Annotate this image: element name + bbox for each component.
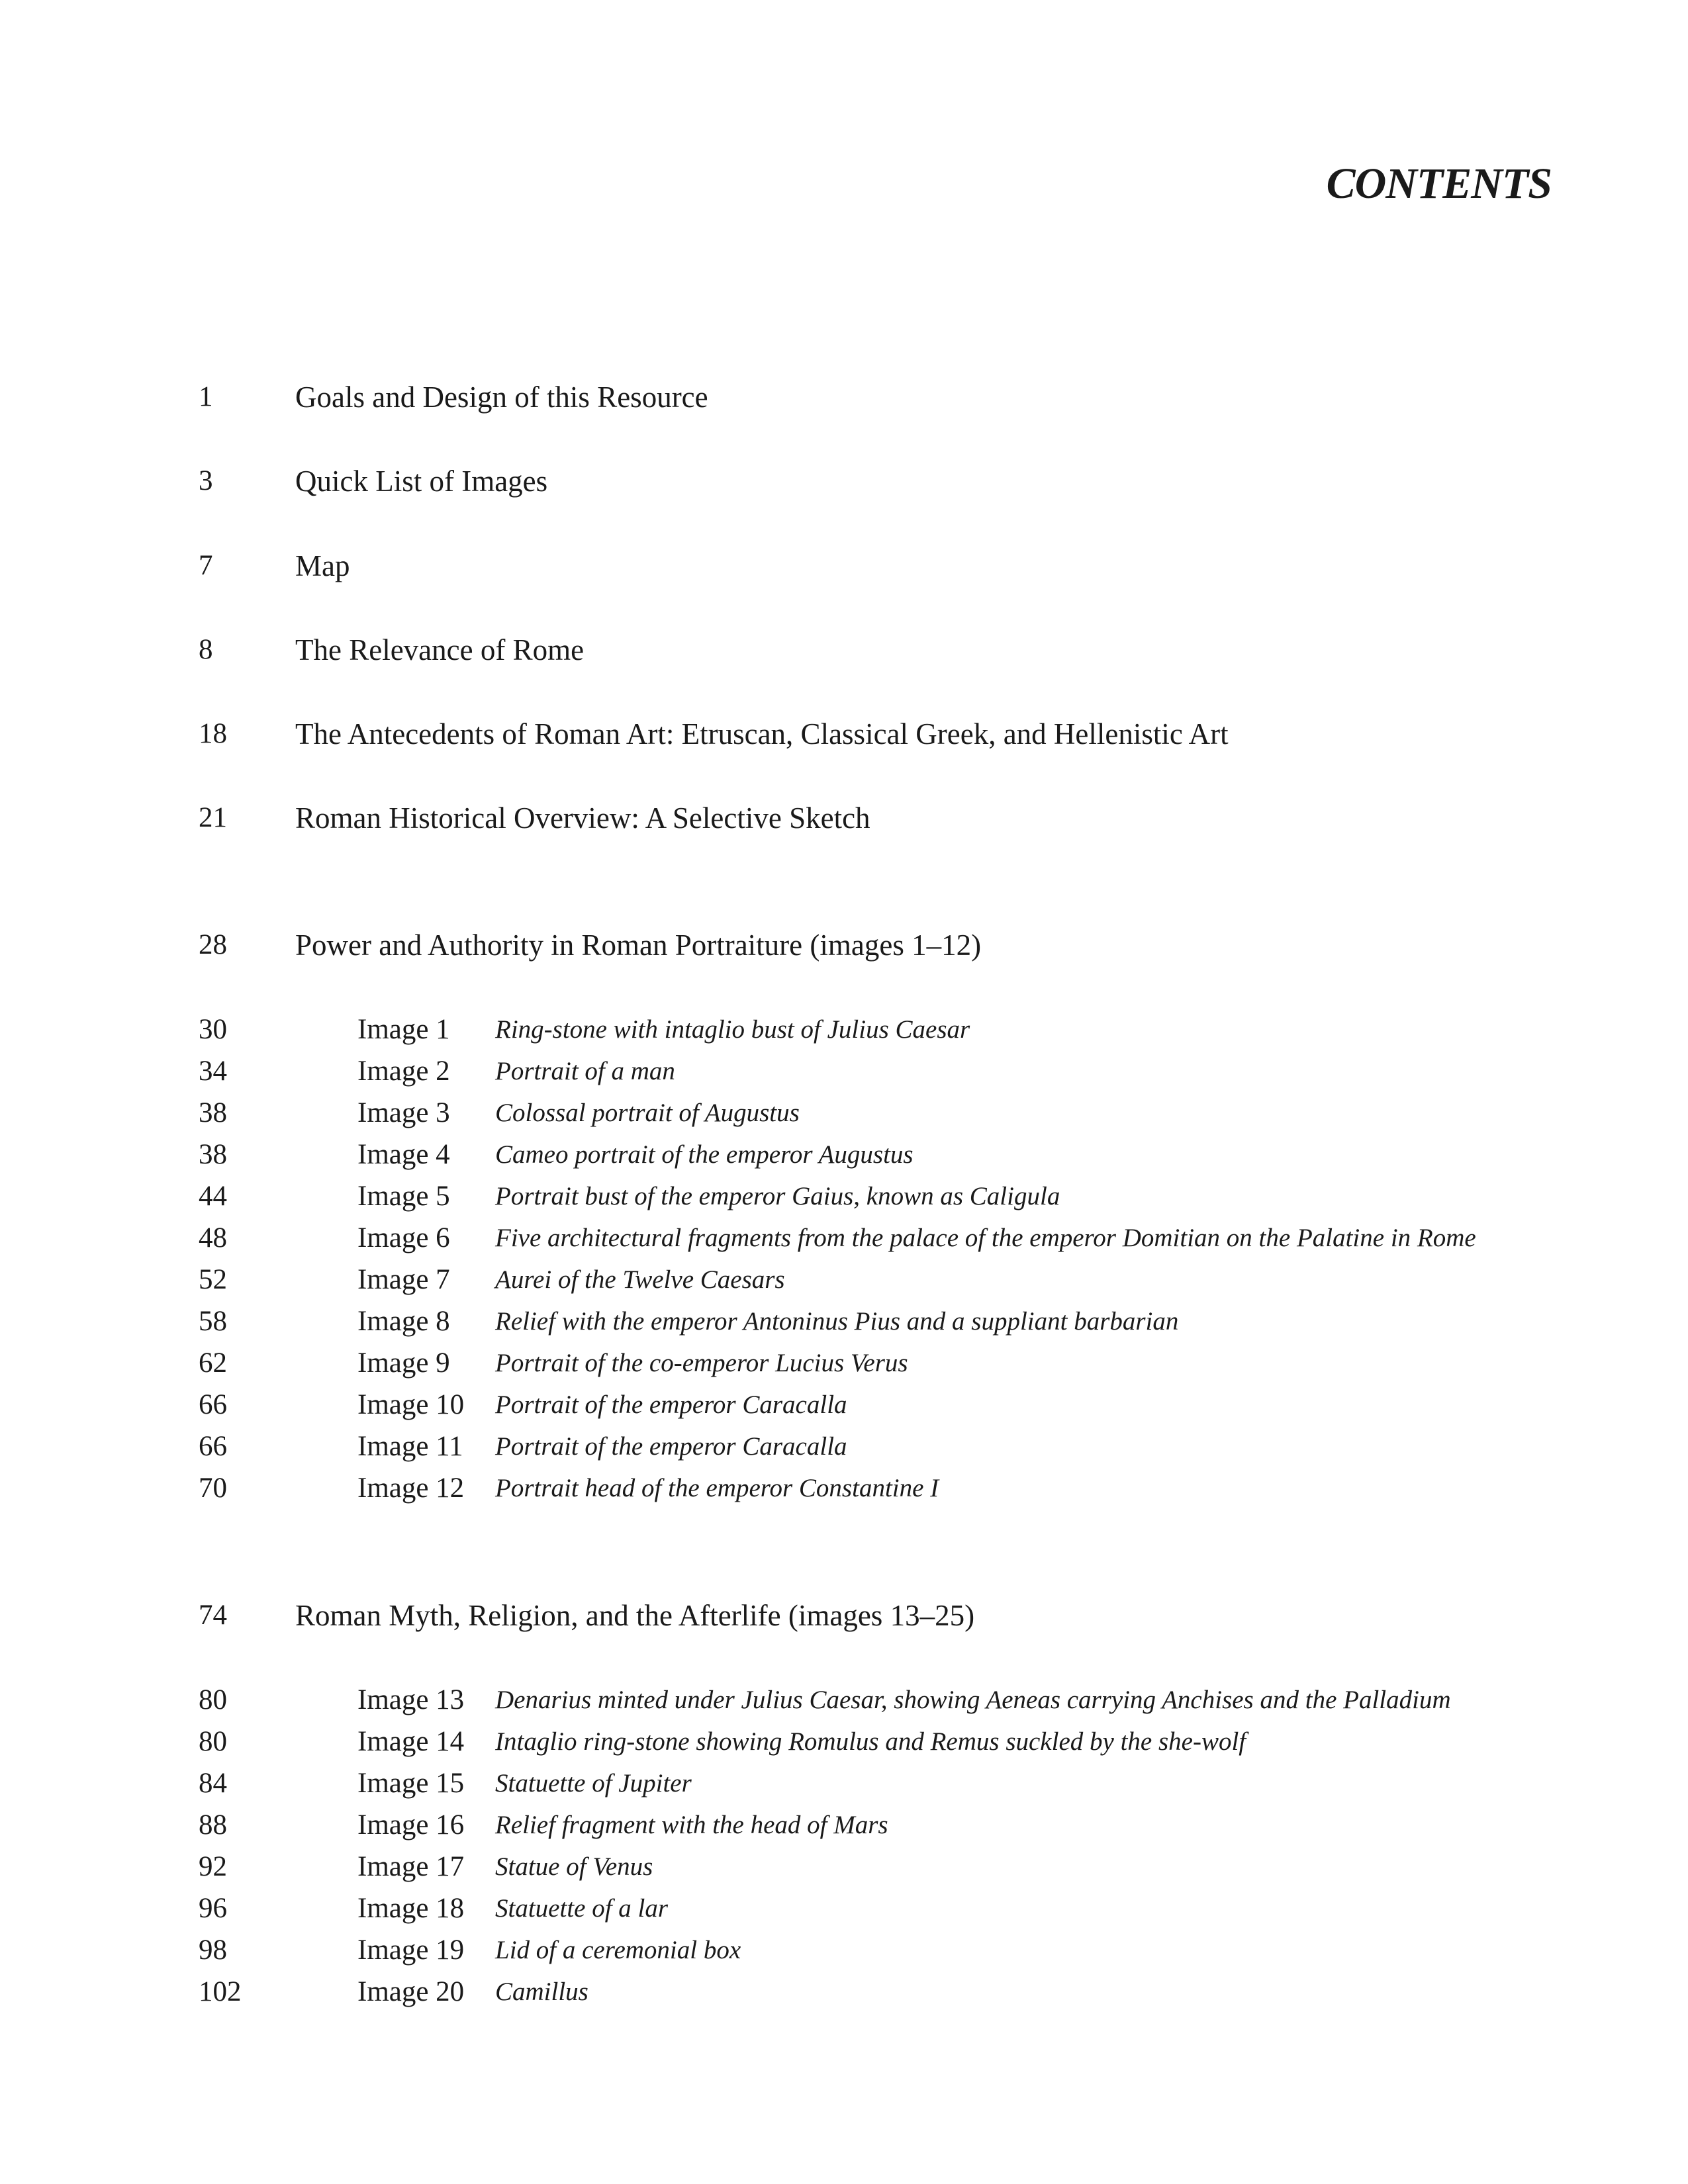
image-entry[interactable] [0, 1137, 1688, 1179]
image-caption: Portrait of a man [495, 1057, 675, 1085]
image-caption: Portrait of the co-emperor Lucius Verus [495, 1349, 908, 1377]
image-label: Image 13 [357, 1684, 465, 1715]
page-number: 62 [199, 1347, 227, 1379]
toc-entry[interactable] [0, 715, 1688, 762]
page-number: 28 [199, 929, 227, 960]
section-title: Quick List of Images [295, 465, 548, 498]
image-entry[interactable] [0, 1849, 1688, 1891]
image-caption: Lid of a ceremonial box [495, 1936, 741, 1964]
image-caption: Statue of Venus [495, 1852, 653, 1881]
image-caption: Relief fragment with the head of Mars [495, 1811, 888, 1839]
image-caption: Statuette of Jupiter [495, 1769, 692, 1797]
image-caption: Aurei of the Twelve Caesars [495, 1265, 785, 1294]
image-label: Image 12 [357, 1473, 465, 1504]
page-title: CONTENTS [1326, 159, 1552, 208]
image-entry[interactable] [0, 1471, 1688, 1512]
image-caption: Relief with the emperor Antoninus Pius and a suppliant barbarian [495, 1307, 1179, 1336]
image-entry[interactable] [0, 1891, 1688, 1933]
image-entry[interactable] [0, 1012, 1688, 1054]
section-title: The Antecedents of Roman Art: Etruscan, Classical Greek, and Hellenistic Art [295, 717, 1229, 751]
toc-entry-section-portraiture[interactable] [0, 927, 1688, 973]
page-number: 80 [199, 1684, 227, 1715]
page-number: 1 [199, 381, 213, 412]
page-number: 52 [199, 1264, 227, 1295]
toc-entry[interactable] [0, 379, 1688, 425]
image-label: Image 19 [357, 1934, 465, 1966]
image-caption: Camillus [495, 1978, 588, 2006]
image-caption: Colossal portrait of Augustus [495, 1099, 800, 1127]
page-number: 8 [199, 634, 213, 665]
image-entry[interactable] [0, 1179, 1688, 1220]
page-number: 92 [199, 1851, 227, 1882]
image-entry[interactable] [0, 1766, 1688, 1807]
page-number: 18 [199, 718, 227, 749]
page-number: 88 [199, 1809, 227, 1841]
page-number: 66 [199, 1431, 227, 1462]
image-entry[interactable] [0, 1724, 1688, 1766]
image-entry[interactable] [0, 1345, 1688, 1387]
image-label: Image 10 [357, 1389, 465, 1420]
image-caption: Portrait bust of the emperor Gaius, known as Caligula [495, 1182, 1060, 1210]
image-label: Image 7 [357, 1264, 450, 1295]
page-number: 102 [199, 1976, 242, 2007]
image-label: Image 6 [357, 1222, 450, 1253]
image-label: Image 5 [357, 1181, 450, 1212]
image-caption: Portrait head of the emperor Constantine I [495, 1474, 939, 1502]
image-label: Image 16 [357, 1809, 465, 1841]
toc-entry[interactable] [0, 547, 1688, 594]
section-title: Roman Myth, Religion, and the Afterlife (images 13–25) [295, 1599, 975, 1632]
image-caption: Statuette of a lar [495, 1894, 669, 1923]
image-label: Image 18 [357, 1893, 465, 1924]
image-label: Image 17 [357, 1851, 465, 1882]
page-number: 7 [199, 550, 213, 581]
image-entry[interactable] [0, 1682, 1688, 1724]
page-number: 44 [199, 1181, 227, 1212]
image-entry[interactable] [0, 1974, 1688, 2016]
image-label: Image 9 [357, 1347, 450, 1379]
page-number: 38 [199, 1097, 227, 1128]
page-number: 30 [199, 1014, 227, 1045]
image-entry[interactable] [0, 1054, 1688, 1095]
image-caption: Five architectural fragments from the palace of the emperor Domitian on the Palatine in Rome [495, 1224, 1476, 1252]
image-entry[interactable] [0, 1262, 1688, 1304]
section-title: Roman Historical Overview: A Selective Sketch [295, 801, 870, 835]
section-title: Goals and Design of this Resource [295, 381, 708, 414]
image-entry[interactable] [0, 1304, 1688, 1345]
page-number: 48 [199, 1222, 227, 1253]
toc-entry[interactable] [0, 799, 1688, 846]
image-entry[interactable] [0, 1095, 1688, 1137]
image-entry[interactable] [0, 1429, 1688, 1471]
page-number: 84 [199, 1768, 227, 1799]
page-number: 38 [199, 1139, 227, 1170]
toc-entry-section-myth[interactable] [0, 1597, 1688, 1643]
image-entry[interactable] [0, 1220, 1688, 1262]
image-entry[interactable] [0, 1387, 1688, 1429]
image-caption: Ring-stone with intaglio bust of Julius Caesar [495, 1015, 970, 1044]
page-number: 58 [199, 1306, 227, 1337]
toc-entry[interactable] [0, 631, 1688, 678]
image-caption: Portrait of the emperor Caracalla [495, 1390, 847, 1419]
image-label: Image 11 [357, 1431, 463, 1462]
image-caption: Denarius minted under Julius Caesar, showing Aeneas carrying Anchises and the Palladium [495, 1686, 1451, 1714]
page-number: 3 [199, 465, 213, 496]
page-number: 34 [199, 1056, 227, 1087]
toc-entry[interactable] [0, 463, 1688, 509]
section-title: Map [295, 549, 350, 582]
image-caption: Portrait of the emperor Caracalla [495, 1432, 847, 1461]
image-caption: Intaglio ring-stone showing Romulus and Remus suckled by the she-wolf [495, 1727, 1246, 1756]
section-title: The Relevance of Rome [295, 633, 585, 666]
page-number: 21 [199, 802, 227, 833]
page-number: 70 [199, 1473, 227, 1504]
image-label: Image 3 [357, 1097, 450, 1128]
image-label: Image 15 [357, 1768, 465, 1799]
image-entry[interactable] [0, 1807, 1688, 1849]
page-number: 96 [199, 1893, 227, 1924]
section-title: Power and Authority in Roman Portraiture (images 1–12) [295, 929, 982, 962]
page-number: 66 [199, 1389, 227, 1420]
page-number: 98 [199, 1934, 227, 1966]
image-label: Image 20 [357, 1976, 465, 2007]
page-number: 74 [199, 1600, 227, 1631]
image-caption: Cameo portrait of the emperor Augustus [495, 1140, 914, 1169]
image-label: Image 8 [357, 1306, 450, 1337]
image-entry[interactable] [0, 1933, 1688, 1974]
image-label: Image 1 [357, 1014, 450, 1045]
image-label: Image 4 [357, 1139, 450, 1170]
image-label: Image 14 [357, 1726, 465, 1757]
image-label: Image 2 [357, 1056, 450, 1087]
page-number: 80 [199, 1726, 227, 1757]
